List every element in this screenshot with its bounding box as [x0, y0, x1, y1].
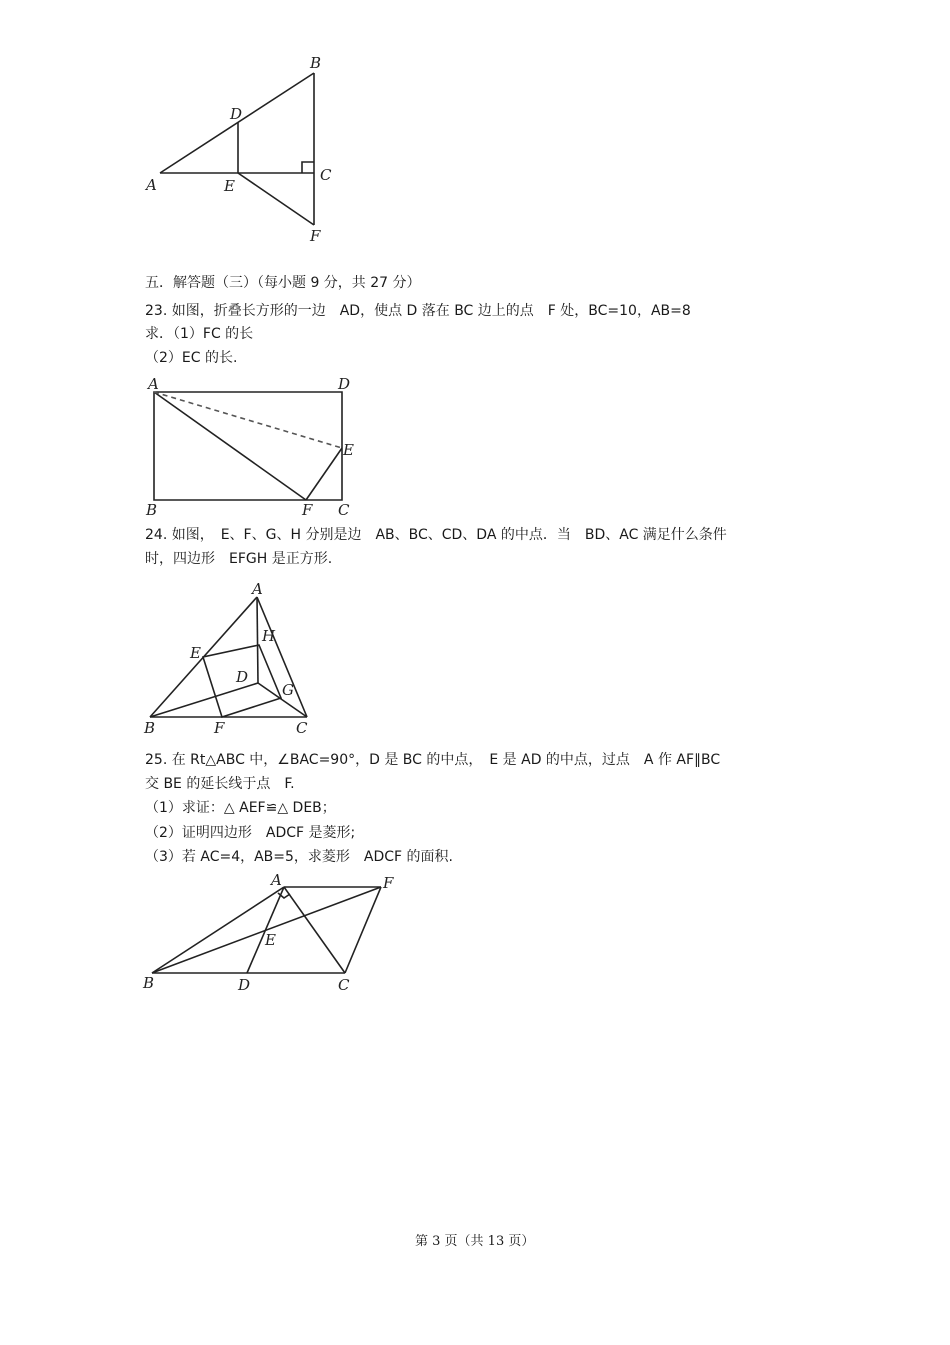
q23-line1: 23. 如图，折叠长方形的一边 AD，使点 D 落在 BC 边上的点 F 处，BC=10，AB=8 — [145, 303, 691, 319]
label-a: A — [271, 871, 282, 889]
segment-ac — [284, 887, 345, 973]
section-heading: 五．解答题（三）（每小题 9 分，共 27 分） — [145, 275, 421, 291]
label-e: E — [343, 441, 354, 459]
label-f: F — [310, 227, 321, 245]
label-d: D — [236, 668, 249, 686]
label-b: B — [143, 974, 155, 992]
label-c: C — [338, 501, 350, 519]
label-b: B — [146, 501, 158, 519]
label-b: B — [310, 54, 322, 72]
label-c: C — [338, 976, 350, 994]
q24-line1: 24. 如图， E、F、G、H 分别是边 AB、BC、CD、DA 的中点．当 BD、AC 满足什么条件 — [145, 527, 727, 543]
label-a: A — [252, 580, 263, 598]
page-footer: 第 3 页（共 13 页） — [415, 1234, 535, 1249]
label-f: F — [214, 719, 225, 737]
label-e: E — [224, 177, 235, 195]
segment-fc — [345, 887, 381, 973]
label-c: C — [296, 719, 308, 737]
label-e: E — [265, 931, 276, 949]
label-d: D — [238, 976, 251, 994]
q25-line1: 25. 在 Rt△ABC 中，∠BAC=90°，D 是 BC 的中点， E 是 AD 的中点，过点 A 作 AF∥BC — [145, 752, 721, 768]
label-a: A — [146, 176, 157, 194]
label-c: C — [320, 166, 332, 184]
label-b: B — [144, 719, 156, 737]
q25-line4: （2）证明四边形 ADCF 是菱形; — [145, 825, 356, 841]
segment-ba — [152, 887, 284, 973]
label-g: G — [282, 681, 294, 699]
label-a: A — [148, 375, 159, 393]
label-e: E — [190, 644, 201, 662]
label-d: D — [230, 105, 243, 123]
q23-line2: 求．（1）FC 的长 — [145, 326, 254, 342]
label-d: D — [338, 375, 351, 393]
q25-line5: （3）若 AC=4，AB=5，求菱形 ADCF 的面积. — [145, 849, 454, 865]
segment-bf — [152, 887, 381, 973]
label-h: H — [262, 627, 276, 645]
q25-line3: （1）求证：△ AEF≌△ DEB； — [145, 800, 336, 816]
q24-line2: 时，四边形 EFGH 是正方形. — [145, 551, 333, 567]
label-f: F — [302, 501, 313, 519]
q23-line3: （2）EC 的长. — [145, 350, 238, 366]
label-f: F — [383, 874, 394, 892]
q25-line2: 交 BE 的延长线于点 F. — [145, 776, 295, 792]
